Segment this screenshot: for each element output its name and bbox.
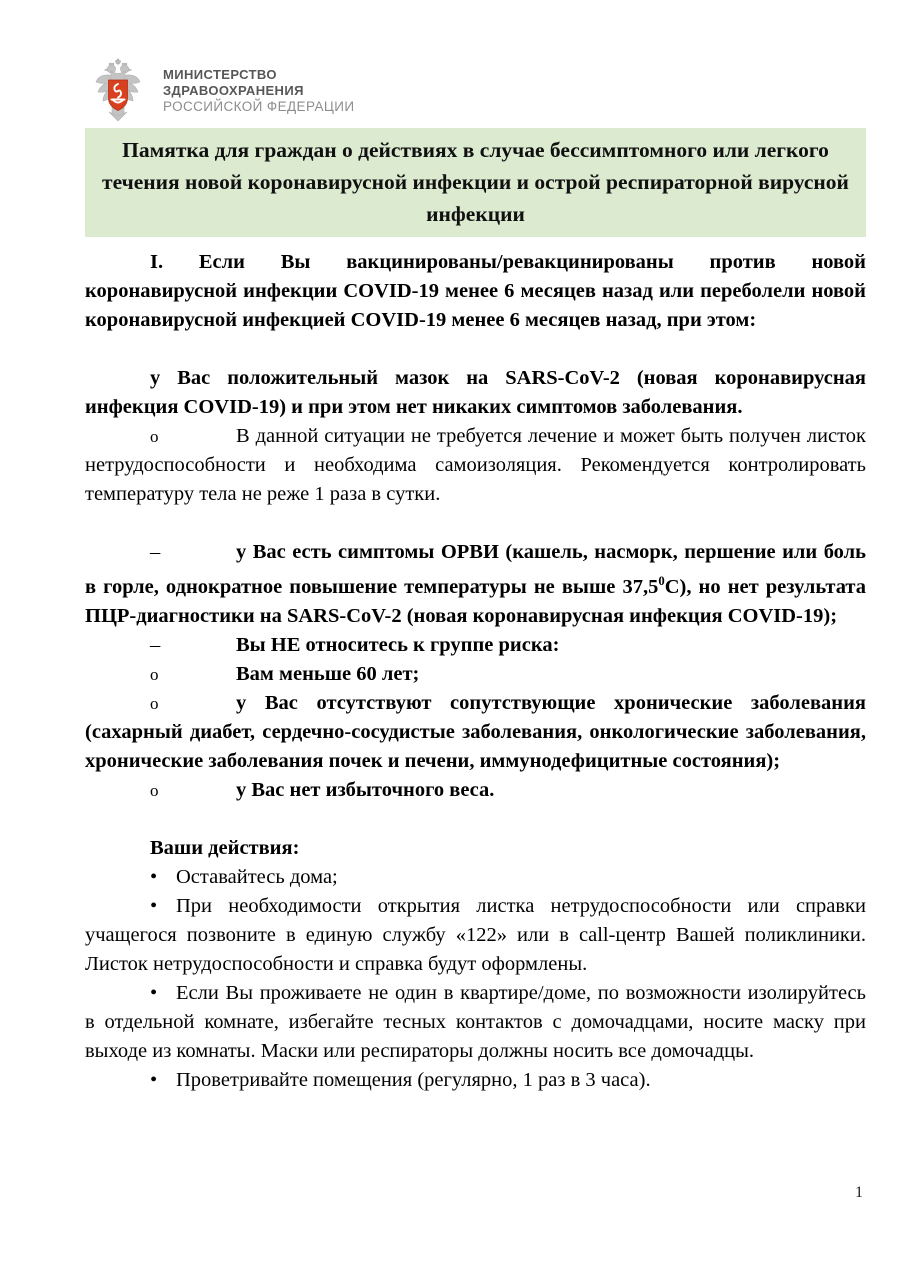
paragraph-text: Проветривайте помещения (регулярно, 1 раз в 3 часа).	[176, 1068, 651, 1091]
paragraph	[85, 776, 866, 805]
bullet-marker: •	[150, 894, 158, 917]
paragraph	[85, 863, 866, 892]
circle-marker: o	[150, 427, 159, 446]
paragraph	[85, 660, 866, 689]
paragraph	[85, 979, 866, 1066]
paragraph	[85, 892, 866, 979]
bullet-marker: •	[150, 981, 158, 1004]
paragraph-text: у Вас положительный мазок на SARS-CoV-2 (новая коронавирусная инфекция COVID-19) и при этом нет никаких симптомов заболевания.	[85, 367, 866, 418]
ministry-header	[93, 58, 354, 124]
paragraph-text: В данной ситуации не требуется лечение и может быть получен листок нетрудоспособности и необходима самоизоляция. Рекомендуется контролировать температуру тела не реже 1 раза в сутки.	[85, 425, 866, 505]
paragraph	[85, 248, 866, 335]
ministry-name-line2: ЗДРАВООХРАНЕНИЯ	[163, 83, 304, 98]
circle-marker: o	[150, 780, 159, 800]
paragraph	[85, 1066, 866, 1095]
paragraph-text: Если Вы проживаете не один в квартире/доме, по возможности изолируйтесь в отдельной комнате, избегайте тесных контактов с домочадцами, носите маску при выходе из комнаты. Маски или респираторы должны носить все домочадцы.	[85, 981, 866, 1062]
paragraph-text: Оставайтесь дома;	[176, 865, 338, 888]
paragraph-text: I. Если Вы вакцинированы/ревакцинированы против новой коронавирусной инфекции COVID-19 менее 6 месяцев назад или переболели новой коронавирусной инфекцией COVID-19 менее 6 месяцев назад, при этом:	[85, 251, 866, 331]
paragraph-text: Вы НЕ относитесь к группе риска:	[236, 633, 560, 656]
title-banner	[85, 128, 866, 237]
ministry-emblem-eagle-icon	[93, 58, 143, 124]
ministry-name	[163, 67, 354, 115]
bullet-marker: •	[150, 865, 158, 888]
paragraph-text: у Вас нет избыточного веса.	[236, 778, 495, 801]
paragraph-text: Ваши действия:	[150, 836, 300, 859]
paragraph-text: При необходимости открытия листка нетрудоспособности или справки учащегося позвоните в единую службу «122» или в call-центр Вашей поликлиники. Листок нетрудоспособности и справка будут оформлены.	[85, 894, 866, 975]
ministry-name-line1: МИНИСТЕРСТВО	[163, 67, 277, 82]
ministry-name-line3: РОССИЙСКОЙ ФЕДЕРАЦИИ	[163, 99, 355, 114]
circle-marker: o	[150, 664, 159, 684]
document-body	[85, 248, 866, 1095]
bullet-marker: •	[150, 1068, 158, 1091]
dash-marker: –	[150, 541, 161, 563]
paragraph	[85, 422, 866, 509]
paragraph-text: у Вас отсутствуют сопутствующие хронические заболевания (сахарный диабет, сердечно-сосудистые заболевания, онкологические заболевания, хронические заболевания почек и печени, иммунодефицитные состояния);	[85, 691, 866, 772]
dash-marker: –	[150, 633, 161, 656]
paragraph-text: Вам меньше 60 лет;	[236, 662, 420, 685]
paragraph	[85, 834, 866, 863]
paragraph	[85, 538, 866, 631]
paragraph	[85, 364, 866, 422]
page-number: 1	[855, 1184, 863, 1201]
circle-marker: o	[150, 693, 159, 713]
paragraph-text: у Вас есть симптомы ОРВИ (кашель, насморк, першение или боль в горле, однократное повышение температуры не выше 37,5$^0$С), но нет результата ПЦР-диагностики на SARS-CoV-2 (новая коронавирусная инфекция COVID-19);	[85, 541, 866, 627]
paragraph	[85, 631, 866, 660]
page-title: Памятка для граждан о действиях в случае бессимптомного или легкого течения новой коронавирусной инфекции и острой респираторной вирусной инфекции	[102, 138, 849, 226]
paragraph	[85, 689, 866, 776]
